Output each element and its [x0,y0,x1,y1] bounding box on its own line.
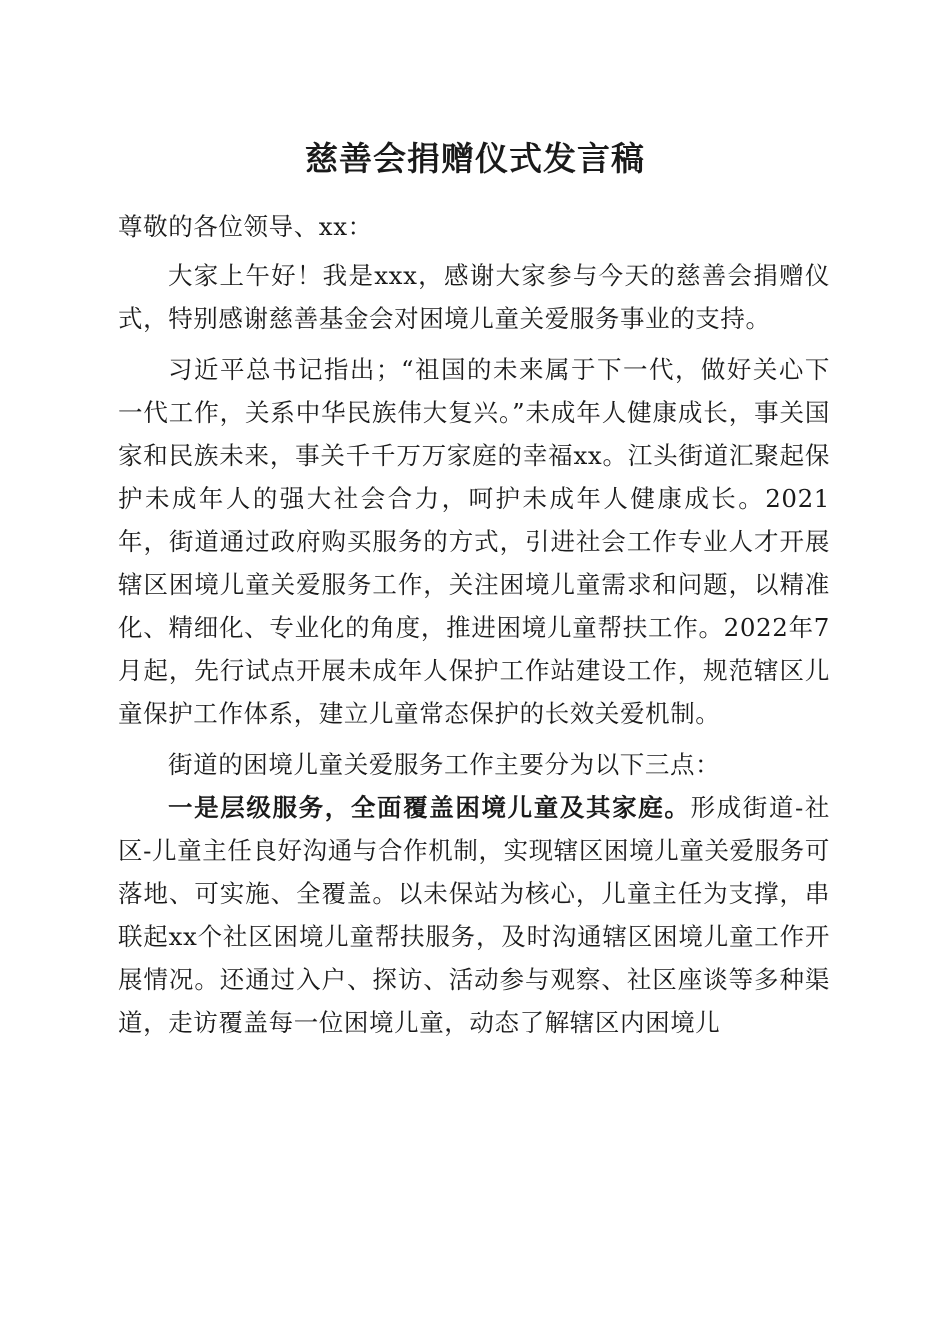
point-one-text: 形成街道-社区-儿童主任良好沟通与合作机制，实现辖区困境儿童关爱服务可落地、可实施、全覆盖。以未保站为核心，儿童主任为支撑，串联起xx个社区困境儿童帮扶服务，及时沟通辖区困境儿童工作开展情况。还通过入户、探访、活动参与观察、社区座谈等多种渠道，走访覆盖每一位困境儿童，动态了解辖区内困境儿 [118,793,830,1037]
salutation: 尊敬的各位领导、xx： [118,212,373,241]
point-one-heading: 一是层级服务，全面覆盖困境儿童及其家庭。 [168,793,691,822]
document-title: 慈善会捐赠仪式发言稿 [305,139,645,178]
paragraph-greeting: 大家上午好！我是xxx，感谢大家参与今天的慈善会捐赠仪式，特别感谢慈善基金会对困境儿童关爱服务事业的支持。 [118,261,830,333]
paragraph-background: 习近平总书记指出；“祖国的未来属于下一代，做好关心下一代工作，关系中华民族伟大复兴。”未成年人健康成长，事关国家和民族未来，事关千千万万家庭的幸福xx。江头街道汇聚起保护未成年人的强大社会合力，呵护未成年人健康成长。2021年，街道通过政府购买服务的方式，引进社会工作专业人才开展辖区困境儿童关爱服务工作，关注困境儿童需求和问题，以精准化、精细化、专业化的角度，推进困境儿童帮扶工作。2022年7月起，先行试点开展未成年人保护工作站建设工作，规范辖区儿童保护工作体系，建立儿童常态保护的长效关爱机制。 [118,355,830,728]
paragraph-overview: 街道的困境儿童关爱服务工作主要分为以下三点： [168,750,721,779]
document-body [118,205,830,1044]
paragraph-point-one [118,786,830,1044]
